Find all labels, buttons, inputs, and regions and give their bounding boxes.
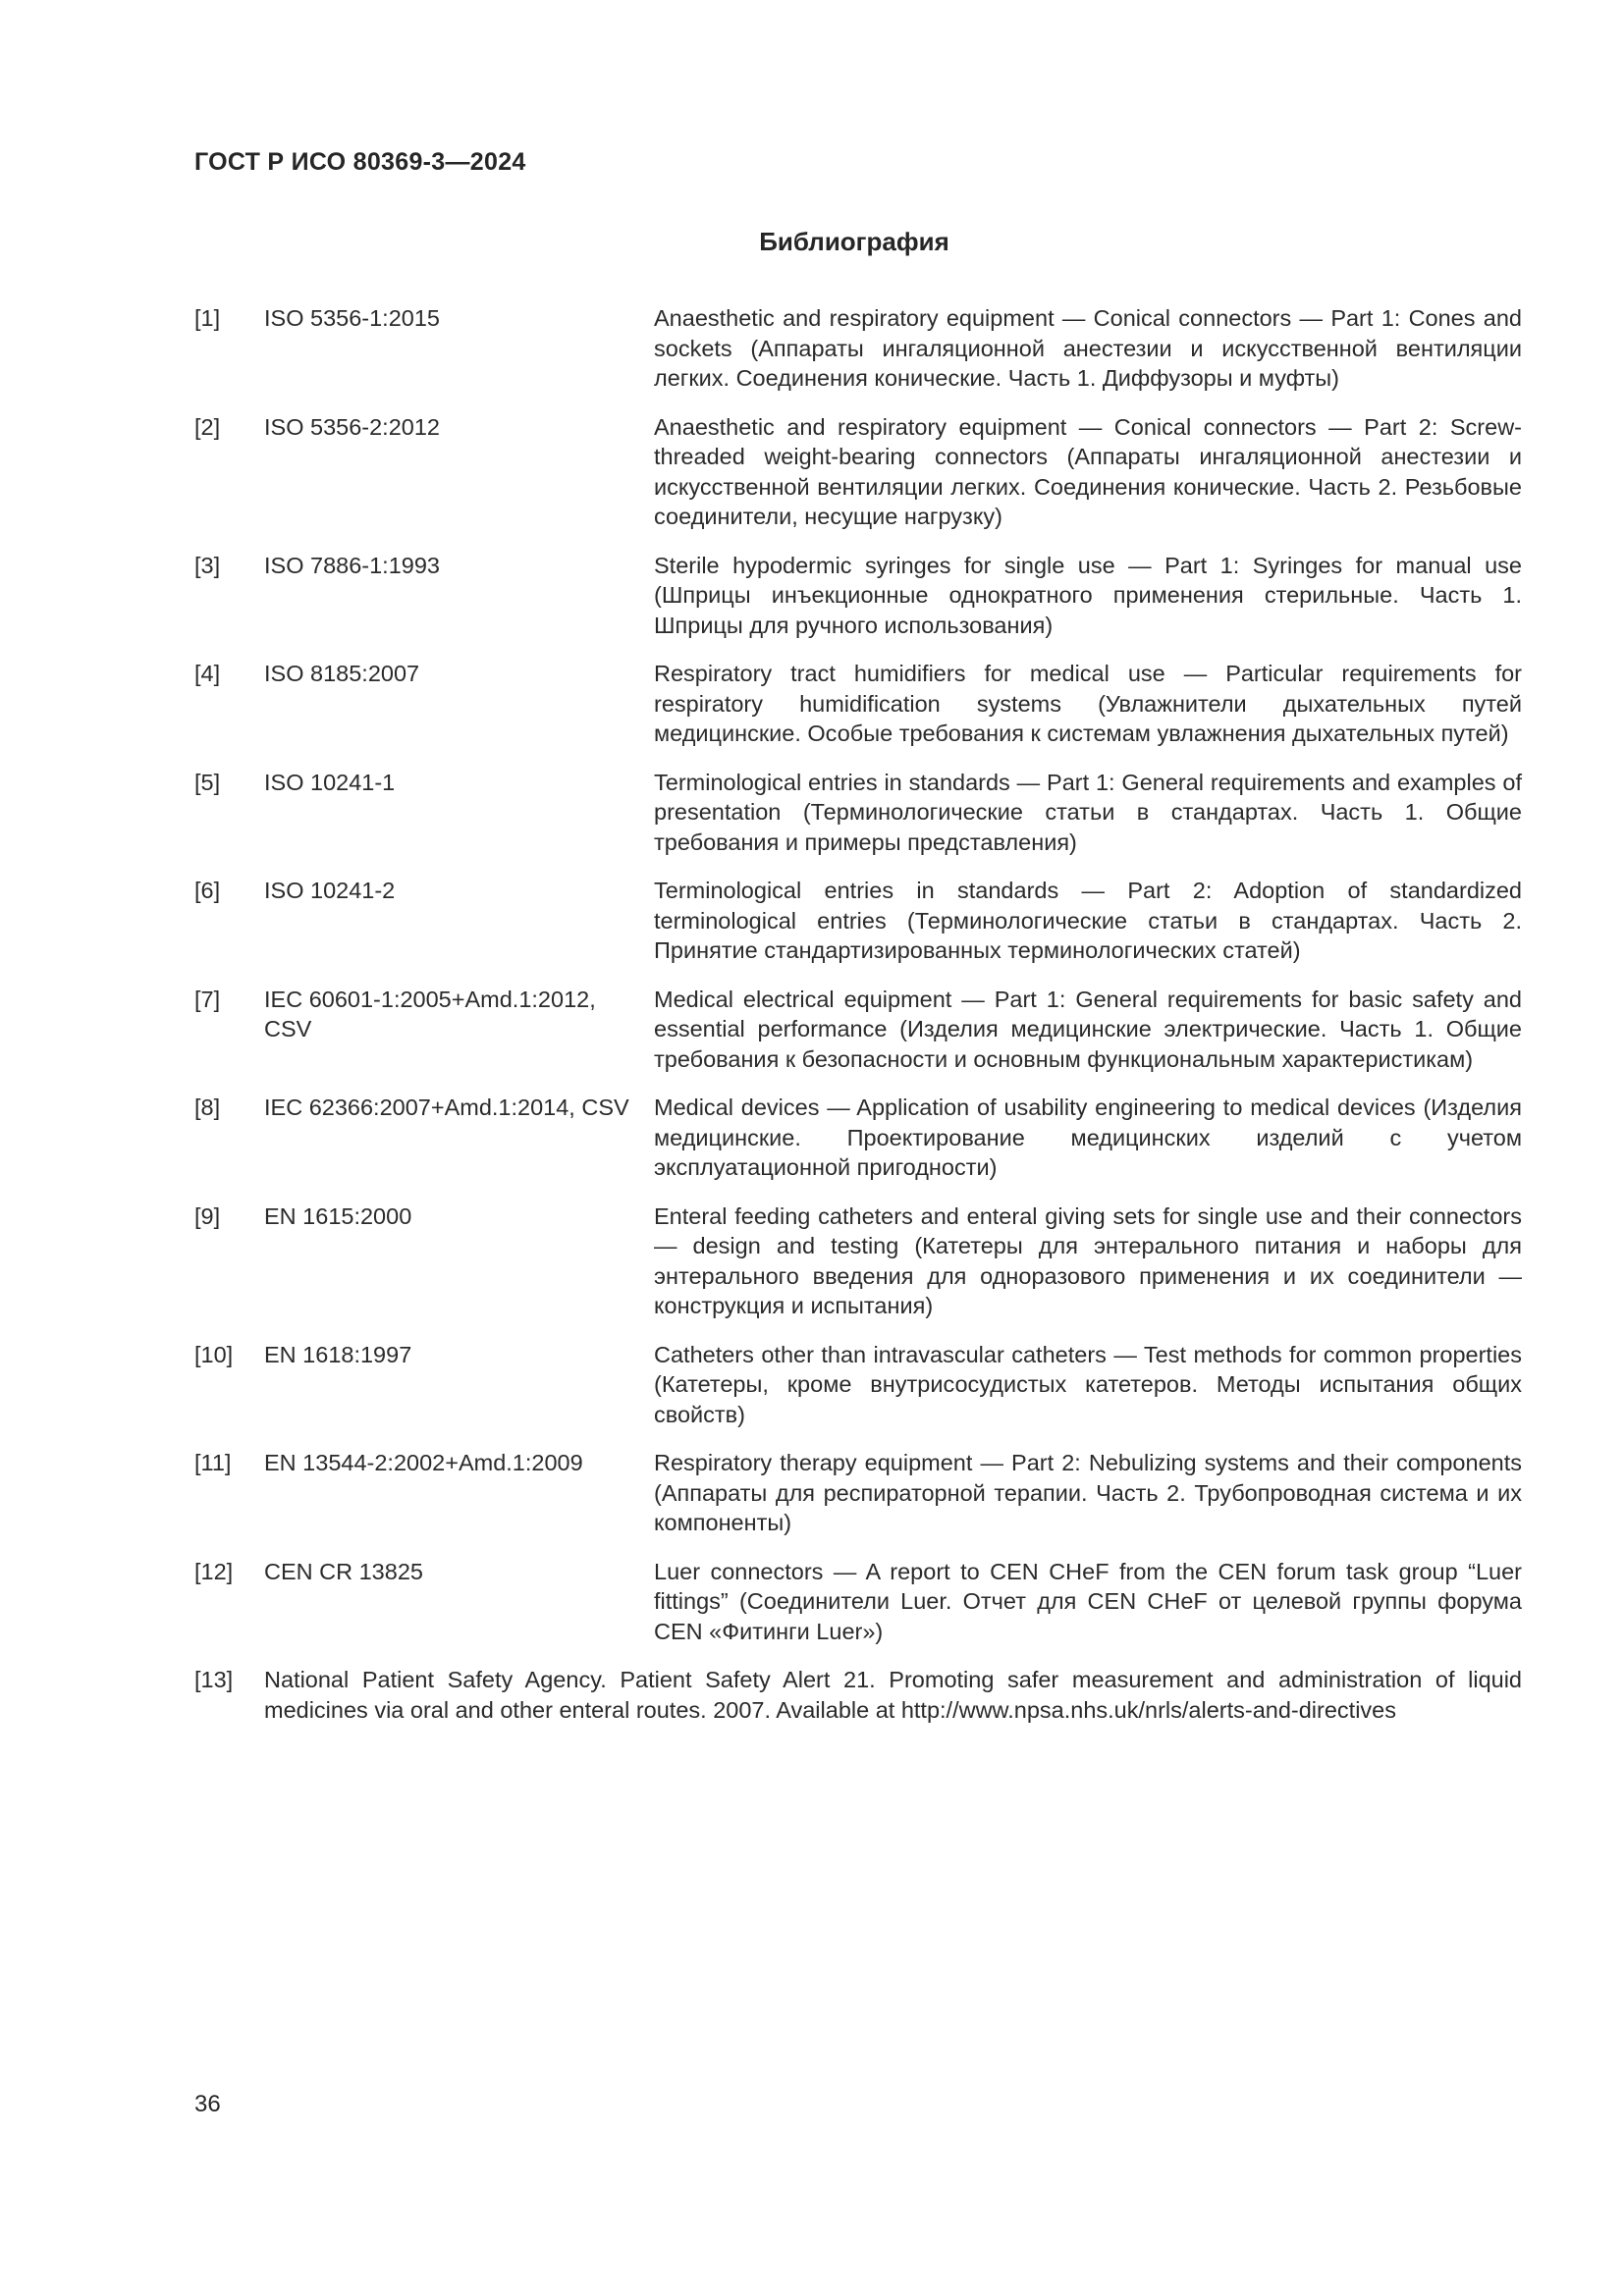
entry-standard-code: IEC 62366:2007+Amd.1:2014, CSV: [264, 1095, 629, 1120]
entry-title: Terminological entries in standards — Part 1: General requirements and examples of presentation (Терминологические статьи в стандартах. Часть 1. Общие требования и примеры представления): [654, 769, 1522, 855]
bibliography-entry: [194, 1201, 1522, 1321]
entry-standard-code: ISO 7886-1:1993: [264, 552, 440, 578]
entry-number: [3]: [194, 552, 221, 578]
bibliography-entry: [194, 985, 1522, 1075]
bibliography-entry: [194, 768, 1522, 858]
document-header: ГОСТ Р ИСО 80369-3—2024: [194, 148, 526, 176]
entry-title: Medical devices — Application of usability engineering to medical devices (Изделия медицинские. Проектирование медицинских изделий с учетом эксплуатационной пригодности): [654, 1095, 1522, 1180]
entry-title: Enteral feeding catheters and enteral giving sets for single use and their connectors — design and testing (Катетеры для энтерального питания и наборы для энтерального введения для одноразового применения и их соединители — конструкция и испытания): [654, 1202, 1522, 1318]
entry-title: National Patient Safety Agency. Patient Safety Alert 21. Promoting safer measurement and administration of liquid medicines via oral and other enteral routes. 2007. Available at http://www.npsa.nhs.uk/nrls/alerts-and-directives: [264, 1667, 1522, 1723]
bibliography-list: [194, 303, 1522, 1743]
entry-title: Catheters other than intravascular catheters — Test methods for common properties (Катетеры, кроме внутрисосудистых катетеров. Методы испытания общих свойств): [654, 1341, 1522, 1427]
bibliography-entry: [194, 1665, 1522, 1725]
entry-standard-code: EN 13544-2:2002+Amd.1:2009: [264, 1450, 583, 1475]
entry-number: [6]: [194, 878, 221, 903]
entry-standard-code: EN 1618:1997: [264, 1341, 412, 1367]
entry-number: [13]: [194, 1667, 234, 1692]
bibliography-entry: [194, 876, 1522, 966]
entry-title: Sterile hypodermic syringes for single use — Part 1: Syringes for manual use (Шприцы инъекционные однократного применения стерильные. Часть 1. Шприцы для ручного использования): [654, 552, 1522, 638]
bibliography-entry: [194, 303, 1522, 394]
entry-number: [8]: [194, 1095, 221, 1120]
entry-number: [5]: [194, 769, 221, 795]
entry-number: [1]: [194, 305, 221, 331]
bibliography-entry: [194, 551, 1522, 641]
bibliography-entry: [194, 1340, 1522, 1430]
entry-number: [12]: [194, 1558, 234, 1584]
entry-title: Respiratory therapy equipment — Part 2: Nebulizing systems and their components (Аппараты для респираторной терапии. Часть 2. Трубопроводная система и их компоненты): [654, 1450, 1522, 1535]
entry-title: Terminological entries in standards — Part 2: Adoption of standardized terminological entries (Терминологические статьи в стандартах. Часть 2. Принятие стандартизированных терминологических статей): [654, 878, 1522, 963]
entry-standard-code: ISO 5356-2:2012: [264, 413, 440, 440]
bibliography-entry: [194, 412, 1522, 532]
entry-number: [9]: [194, 1202, 221, 1229]
entry-standard-code: IEC 60601-1:2005+Amd.1:2012, CSV: [264, 986, 596, 1041]
entry-standard-code: ISO 10241-2: [264, 878, 396, 903]
entry-number: [10]: [194, 1341, 234, 1367]
entry-title: Medical electrical equipment — Part 1: General requirements for basic safety and essential performance (Изделия медицинские электрические. Часть 1. Общие требования к безопасности и основным функциональным характеристикам): [654, 986, 1522, 1072]
bibliography-entry: [194, 659, 1522, 749]
entry-standard-code: CEN CR 13825: [264, 1558, 423, 1584]
entry-number: [2]: [194, 413, 221, 440]
entry-number: [11]: [194, 1450, 232, 1475]
section-title: Библиография: [759, 227, 949, 256]
entry-title: Anaesthetic and respiratory equipment — Conical connectors — Part 2: Screw-threaded weight-bearing connectors (Аппараты ингаляционной анестезии и искусственной вентиляции легких. Соединения конические. Часть 2. Резьбовые соединители, несущие нагрузку): [654, 413, 1522, 529]
entry-title: Anaesthetic and respiratory equipment — Conical connectors — Part 1: Cones and sockets (Аппараты ингаляционной анестезии и искусственной вентиляции легких. Соединения конические. Часть 1. Диффузоры и муфты): [654, 305, 1522, 391]
entry-standard-code: ISO 5356-1:2015: [264, 305, 440, 331]
entry-standard-code: ISO 8185:2007: [264, 661, 420, 686]
bibliography-entry: [194, 1448, 1522, 1538]
page-number: 36: [194, 2091, 221, 2117]
entry-standard-code: ISO 10241-1: [264, 769, 396, 795]
entry-title: Respiratory tract humidifiers for medical use — Particular requirements for respiratory humidification systems (Увлажнители дыхательных путей медицинские. Особые требования к системам увлажнения дыхательных путей): [654, 661, 1522, 746]
bibliography-entry: [194, 1557, 1522, 1647]
entry-number: [7]: [194, 986, 221, 1012]
bibliography-entry: [194, 1093, 1522, 1183]
entry-number: [4]: [194, 661, 221, 686]
entry-standard-code: EN 1615:2000: [264, 1202, 412, 1229]
entry-title: Luer connectors — A report to CEN CHeF from the CEN forum task group “Luer fittings” (Соединители Luer. Отчет для CEN CHeF от целевой группы форума CEN «Фитинги Luer»): [654, 1558, 1522, 1644]
